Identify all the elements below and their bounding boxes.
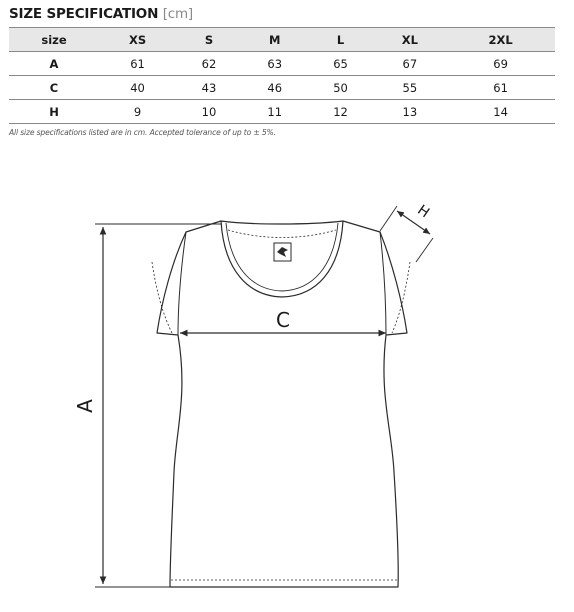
table-cell: 50 (308, 76, 374, 100)
size-header-m: M (242, 28, 308, 52)
table-cell: 10 (176, 100, 242, 124)
row-label: C (9, 76, 99, 100)
measure-c-label: C (276, 308, 290, 332)
table-cell: 11 (242, 100, 308, 124)
table-cell: 63 (242, 52, 308, 76)
tshirt-outline (152, 221, 410, 587)
measure-a (73, 224, 221, 587)
measure-c (180, 308, 386, 333)
table-cell: 61 (446, 76, 555, 100)
size-header-s: S (176, 28, 242, 52)
title-unit: [cm] (162, 6, 193, 22)
size-header-xs: XS (99, 28, 176, 52)
title-main: SIZE SPECIFICATION (9, 6, 159, 22)
table-cell: 40 (99, 76, 176, 100)
size-column-header: size (9, 28, 99, 52)
table-cell: 62 (176, 52, 242, 76)
tolerance-note: All size specifications listed are in cm. Accepted tolerance of up to ± 5%. (9, 128, 276, 137)
table-cell: 14 (446, 100, 555, 124)
table-cell: 69 (446, 52, 555, 76)
table-cell: 61 (99, 52, 176, 76)
row-label: H (9, 100, 99, 124)
table-cell: 43 (176, 76, 242, 100)
table-cell: 12 (308, 100, 374, 124)
measure-a-label: A (73, 399, 97, 413)
table-cell: 67 (373, 52, 446, 76)
neck-label-tag (274, 243, 291, 261)
size-header-l: L (308, 28, 374, 52)
table-cell: 46 (242, 76, 308, 100)
table-cell: 55 (373, 76, 446, 100)
table-cell: 65 (308, 52, 374, 76)
row-label: A (9, 52, 99, 76)
table-cell: 9 (99, 100, 176, 124)
measure-h-label: H (414, 202, 433, 222)
table-cell: 13 (373, 100, 446, 124)
size-header-xl: XL (373, 28, 446, 52)
size-header-2xl: 2XL (446, 28, 555, 52)
